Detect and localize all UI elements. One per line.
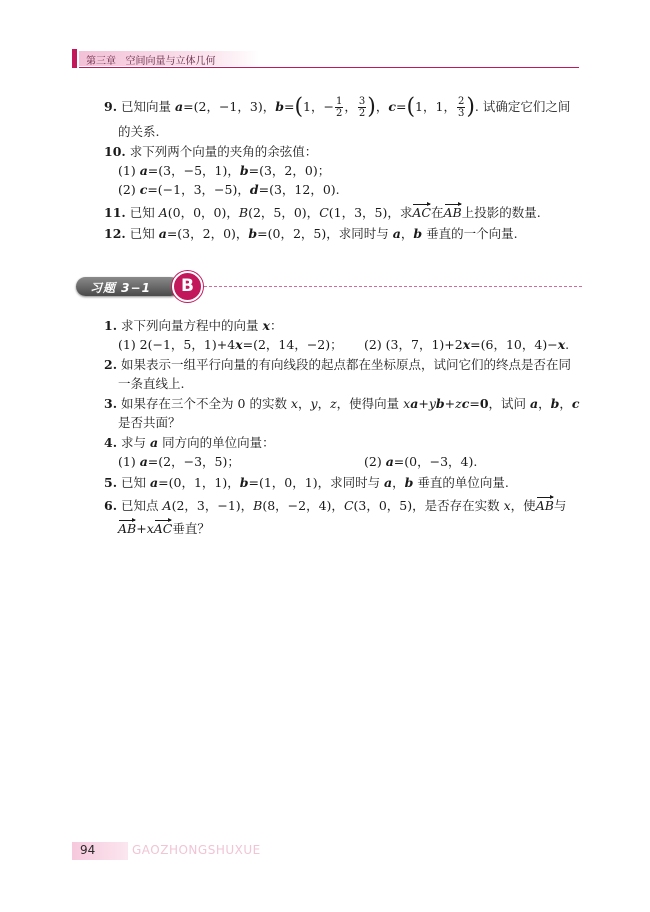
point-b: B — [253, 498, 263, 513]
problem-12 — [104, 226, 518, 242]
chapter-title — [86, 52, 216, 67]
text: 已知 — [129, 226, 159, 241]
vector-a: a — [150, 435, 159, 450]
text: 垂直的一个向量. — [422, 226, 518, 241]
chapter-label: 第三章 — [86, 56, 116, 67]
text: (1) — [118, 163, 140, 178]
text: (2) (3，7，1)+2 — [364, 337, 463, 352]
exercise-6-cont — [118, 521, 210, 537]
text: ， — [344, 99, 357, 114]
vector-c: c — [388, 99, 396, 114]
var-z: z — [455, 396, 462, 411]
text: =(2，−1，3)， — [183, 99, 276, 114]
vector-a: a — [139, 163, 148, 178]
denominator: 2 — [335, 108, 343, 119]
vector-c: c — [571, 396, 580, 411]
text: (3，0，5)，是否存在实数 — [353, 498, 504, 513]
exercise-section-b-header — [76, 271, 584, 301]
vector-ac: AC — [153, 521, 173, 536]
text: =(2，−3，5)； — [147, 454, 240, 469]
vector-x: x — [557, 337, 566, 352]
problem-number: 4. — [104, 435, 118, 450]
var-x: x — [503, 498, 511, 513]
text: 已知点 — [121, 498, 163, 513]
vector-b: b — [413, 226, 423, 241]
text: + — [136, 521, 147, 536]
text: (8，−2，4)， — [262, 498, 344, 513]
text: =(2，14，−2)； — [242, 337, 343, 352]
vector-a: a — [392, 226, 401, 241]
text: ， — [297, 396, 311, 411]
text: ，使得向量 — [336, 396, 404, 411]
text: ，使 — [510, 498, 536, 513]
text: = — [395, 99, 407, 114]
exercise-4 — [104, 435, 275, 451]
text: ， — [392, 475, 405, 490]
vector-b: b — [435, 396, 445, 411]
text: 求下列两个向量的夹角的余弦值： — [129, 144, 318, 159]
problem-number: 9. — [104, 99, 118, 114]
var-y: y — [428, 396, 436, 411]
text: ： — [269, 318, 283, 333]
point-a: A — [162, 498, 172, 513]
paren: ( — [406, 94, 416, 120]
text: 已知 — [121, 475, 151, 490]
text: 如果表示一组平行向量的有向线段的起点都在坐标原点，试问它们的终点是否在同 — [121, 357, 572, 372]
footer-watermark: GAOZHONGSHUXUE — [132, 843, 261, 857]
fraction — [358, 96, 366, 119]
problem-10-part-1 — [118, 163, 330, 179]
text: ， — [538, 396, 551, 411]
vector-a: a — [175, 99, 184, 114]
text: (1) — [118, 454, 140, 469]
exercise-3-cont: 是否共面？ — [118, 415, 181, 430]
text: (2，3，−1)， — [171, 498, 254, 513]
problem-number: 11. — [104, 205, 126, 220]
text: =(3，2，0)， — [166, 226, 249, 241]
text: ， — [400, 226, 414, 241]
text: (0，0，0)， — [167, 205, 239, 220]
problem-number: 10. — [104, 144, 126, 159]
paren: ) — [466, 94, 475, 120]
text: =(6，10，4)− — [470, 337, 558, 352]
fraction — [335, 96, 343, 119]
page-number-box — [72, 842, 128, 860]
vector-a: a — [530, 396, 539, 411]
exercise-1-part-1 — [118, 337, 343, 353]
exercise-label: 习题 3−1 — [90, 281, 151, 295]
exercise-4-part-2 — [364, 454, 477, 470]
vector-a: a — [410, 396, 419, 411]
problem-10-part-2 — [118, 182, 340, 198]
text: 垂直的单位向量. — [413, 475, 509, 490]
text: . — [565, 337, 570, 352]
text: =(3，−5，1)， — [147, 163, 240, 178]
var-x: x — [403, 396, 411, 411]
zero-vector: 0 — [479, 396, 489, 411]
text: 求与 — [121, 435, 151, 450]
exercise-5 — [104, 475, 509, 491]
vector-ab: AB — [443, 205, 462, 220]
fraction — [457, 96, 465, 119]
vector-x: x — [462, 337, 471, 352]
dashed-divider — [204, 286, 582, 287]
exercise-2-cont: 一条直线上. — [118, 376, 185, 391]
text: . 试确定它们之间 — [474, 99, 571, 114]
text: (2，5，0)， — [248, 205, 320, 220]
text: (1，3，5)，求 — [328, 205, 413, 220]
problem-number: 2. — [104, 357, 118, 372]
text: 与 — [553, 498, 567, 513]
vector-a: a — [139, 454, 148, 469]
var-z: z — [330, 396, 337, 411]
point-a: A — [158, 205, 168, 220]
exercise-4-part-1 — [118, 454, 240, 470]
problem-number: 1. — [104, 318, 118, 333]
problem-9-cont: 的关系. — [118, 124, 160, 139]
vector-ab: AB — [118, 521, 137, 536]
header-rule — [79, 67, 579, 68]
vector-b: b — [404, 475, 414, 490]
text: =(−1，3，−5)， — [147, 182, 250, 197]
vector-a: a — [150, 475, 159, 490]
header-accent — [72, 49, 77, 68]
vector-b: b — [248, 226, 258, 241]
problem-11 — [104, 205, 541, 221]
vector-a: a — [384, 475, 393, 490]
problem-number: 5. — [104, 475, 118, 490]
problem-number: 12. — [104, 226, 126, 241]
text: 已知 — [129, 205, 159, 220]
vector-b: b — [550, 396, 560, 411]
vector-x: x — [262, 318, 270, 333]
problem-9 — [104, 96, 570, 119]
paren: ( — [294, 94, 304, 120]
vector-b: b — [239, 475, 249, 490]
exercise-2 — [104, 357, 571, 373]
vector-a: a — [158, 226, 167, 241]
var-x: x — [146, 521, 154, 536]
text: 同方向的单位向量： — [158, 435, 275, 450]
problem-number: 3. — [104, 396, 118, 411]
point-c: C — [319, 205, 329, 220]
chapter-header — [72, 49, 580, 68]
vector-c: c — [461, 396, 470, 411]
text: =(0，−3，4). — [393, 454, 478, 469]
numerator: 2 — [457, 96, 465, 107]
exercise-6 — [104, 498, 566, 514]
point-c: C — [343, 498, 354, 513]
paren: ) — [367, 94, 376, 120]
text: ，试问 — [488, 396, 530, 411]
exercise-3 — [104, 396, 580, 412]
problem-number: 6. — [104, 498, 118, 513]
numerator: 3 — [358, 96, 366, 107]
text: = — [283, 99, 295, 114]
page-number: 94 — [80, 843, 96, 857]
vector-c: c — [139, 182, 148, 197]
text: =(0，2，5)，求同时与 — [257, 226, 393, 241]
text: 求下列向量方程中的向量 — [121, 318, 263, 333]
vector-ab: AB — [535, 498, 554, 513]
text: (2) — [364, 454, 386, 469]
text: (2) — [118, 182, 140, 197]
problem-10 — [104, 144, 317, 160]
text: =(1，0，1)，求同时与 — [248, 475, 385, 490]
text: ， — [375, 99, 389, 114]
vector-b: b — [275, 99, 284, 114]
group-b-badge: B — [172, 271, 203, 302]
text: 1，1， — [415, 99, 456, 114]
text: = — [469, 396, 480, 411]
vector-b: b — [239, 163, 249, 178]
vector-d: d — [249, 182, 259, 197]
vector-x: x — [235, 337, 243, 352]
point-b: B — [238, 205, 249, 220]
text: =(3，12，0). — [258, 182, 340, 197]
vector-ac: AC — [412, 205, 431, 220]
exercise-1-part-2 — [364, 337, 569, 353]
text: =(3，2，0)； — [248, 163, 331, 178]
text: 1，− — [303, 99, 334, 114]
chapter-name: 空间向量与立体几何 — [125, 56, 216, 67]
text: 如果存在三个不全为 0 的实数 — [121, 396, 291, 411]
text: =(0，1，1)， — [158, 475, 240, 490]
denominator: 3 — [457, 108, 465, 119]
text: ， — [559, 396, 572, 411]
vector-a: a — [385, 454, 394, 469]
text: + — [418, 396, 429, 411]
text: 在 — [430, 205, 444, 220]
text: + — [444, 396, 456, 411]
text: 垂直？ — [172, 521, 210, 536]
text: (1) 2(−1，5，1)+4 — [118, 337, 236, 352]
denominator: 2 — [358, 108, 366, 119]
text: 上投影的数量. — [461, 205, 541, 220]
text: 已知向量 — [121, 99, 176, 114]
text: ， — [317, 396, 331, 411]
exercise-1 — [104, 318, 283, 334]
var-y: y — [310, 396, 318, 411]
var-x: x — [290, 396, 298, 411]
numerator: 1 — [335, 96, 343, 107]
